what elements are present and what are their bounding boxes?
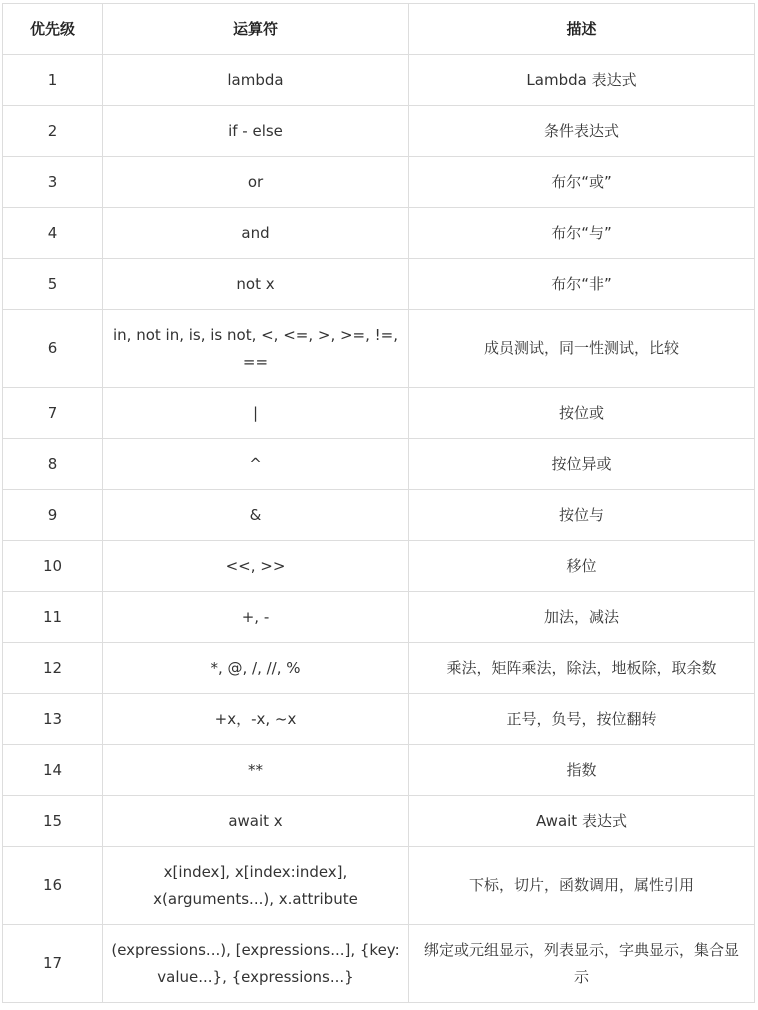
priority-cell: 7 bbox=[3, 388, 103, 439]
table-row bbox=[3, 592, 755, 643]
operator-cell: not x bbox=[103, 259, 409, 310]
table-row bbox=[3, 157, 755, 208]
operator-precedence-table bbox=[2, 3, 755, 1003]
table-row bbox=[3, 745, 755, 796]
table-row bbox=[3, 208, 755, 259]
table-body bbox=[3, 55, 755, 1003]
table-row bbox=[3, 439, 755, 490]
table-row bbox=[3, 796, 755, 847]
priority-cell: 8 bbox=[3, 439, 103, 490]
description-cell: 下标，切片，函数调用，属性引用 bbox=[409, 847, 755, 925]
priority-cell: 12 bbox=[3, 643, 103, 694]
table-row bbox=[3, 106, 755, 157]
table-row bbox=[3, 310, 755, 388]
description-cell: 按位或 bbox=[409, 388, 755, 439]
priority-cell: 1 bbox=[3, 55, 103, 106]
table-row bbox=[3, 388, 755, 439]
operator-cell: in, not in, is, is not, <, <=, >, >=, !=, == bbox=[103, 310, 409, 388]
description-cell: Await 表达式 bbox=[409, 796, 755, 847]
description-cell: 正号，负号，按位翻转 bbox=[409, 694, 755, 745]
table-row bbox=[3, 847, 755, 925]
operator-cell: & bbox=[103, 490, 409, 541]
operator-cell: or bbox=[103, 157, 409, 208]
table-row bbox=[3, 259, 755, 310]
description-cell: 布尔“或” bbox=[409, 157, 755, 208]
table-row bbox=[3, 541, 755, 592]
description-cell: 指数 bbox=[409, 745, 755, 796]
header-description: 描述 bbox=[409, 4, 755, 55]
operator-cell: if - else bbox=[103, 106, 409, 157]
table-header bbox=[3, 4, 755, 55]
description-cell: 条件表达式 bbox=[409, 106, 755, 157]
operator-cell: ^ bbox=[103, 439, 409, 490]
header-operator: 运算符 bbox=[103, 4, 409, 55]
description-cell: Lambda 表达式 bbox=[409, 55, 755, 106]
priority-cell: 2 bbox=[3, 106, 103, 157]
priority-cell: 15 bbox=[3, 796, 103, 847]
operator-cell: <<, >> bbox=[103, 541, 409, 592]
operator-cell: and bbox=[103, 208, 409, 259]
description-cell: 移位 bbox=[409, 541, 755, 592]
priority-cell: 9 bbox=[3, 490, 103, 541]
table-row bbox=[3, 55, 755, 106]
operator-cell: lambda bbox=[103, 55, 409, 106]
priority-cell: 4 bbox=[3, 208, 103, 259]
priority-cell: 11 bbox=[3, 592, 103, 643]
priority-cell: 13 bbox=[3, 694, 103, 745]
description-cell: 乘法，矩阵乘法，除法，地板除，取余数 bbox=[409, 643, 755, 694]
table-row bbox=[3, 925, 755, 1003]
operator-cell: await x bbox=[103, 796, 409, 847]
description-cell: 加法，减法 bbox=[409, 592, 755, 643]
priority-cell: 14 bbox=[3, 745, 103, 796]
description-cell: 布尔“非” bbox=[409, 259, 755, 310]
table-row bbox=[3, 490, 755, 541]
header-row bbox=[3, 4, 755, 55]
operator-cell: +x，-x, ~x bbox=[103, 694, 409, 745]
description-cell: 绑定或元组显示，列表显示，字典显示，集合显示 bbox=[409, 925, 755, 1003]
priority-cell: 16 bbox=[3, 847, 103, 925]
priority-cell: 10 bbox=[3, 541, 103, 592]
priority-cell: 5 bbox=[3, 259, 103, 310]
description-cell: 布尔“与” bbox=[409, 208, 755, 259]
priority-cell: 3 bbox=[3, 157, 103, 208]
operator-cell: (expressions...), [expressions...], {key: value...}, {expressions...} bbox=[103, 925, 409, 1003]
priority-cell: 17 bbox=[3, 925, 103, 1003]
table-row bbox=[3, 694, 755, 745]
description-cell: 按位与 bbox=[409, 490, 755, 541]
table-row bbox=[3, 643, 755, 694]
description-cell: 成员测试，同一性测试，比较 bbox=[409, 310, 755, 388]
header-priority: 优先级 bbox=[3, 4, 103, 55]
operator-cell: x[index], x[index:index], x(arguments...), x.attribute bbox=[103, 847, 409, 925]
operator-cell: ** bbox=[103, 745, 409, 796]
priority-cell: 6 bbox=[3, 310, 103, 388]
operator-cell: +, - bbox=[103, 592, 409, 643]
description-cell: 按位异或 bbox=[409, 439, 755, 490]
operator-cell: *, @, /, //, % bbox=[103, 643, 409, 694]
operator-cell: | bbox=[103, 388, 409, 439]
